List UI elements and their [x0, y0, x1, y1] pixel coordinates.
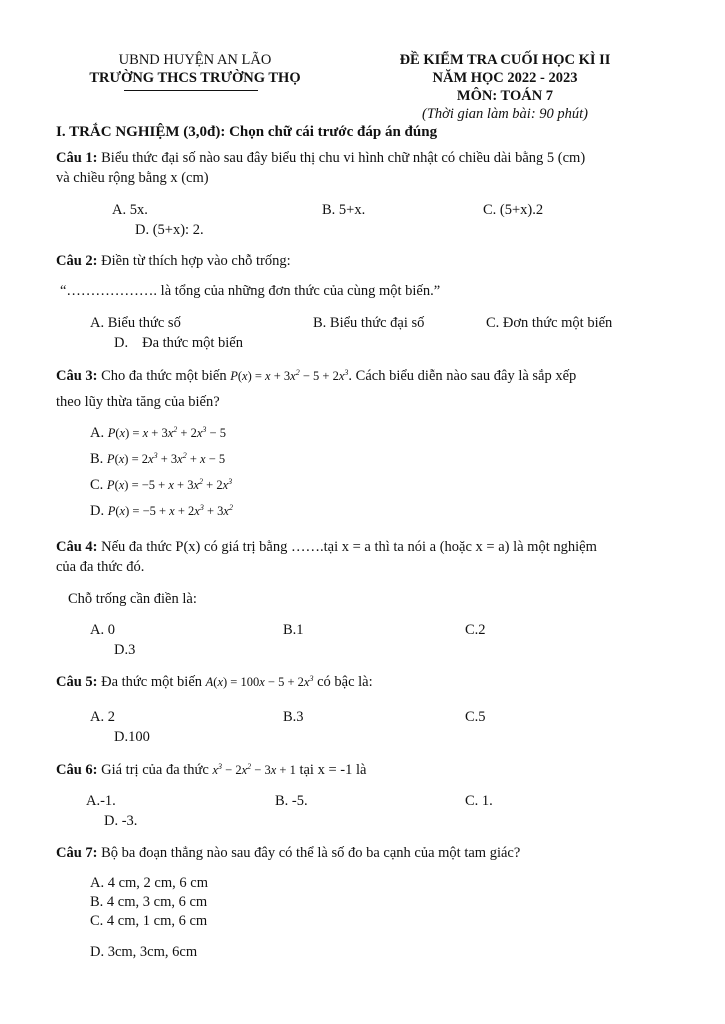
- q5-option-b[interactable]: B.3: [283, 709, 304, 725]
- q5-option-d[interactable]: D.100: [114, 729, 150, 745]
- q3-option-c[interactable]: [90, 477, 232, 494]
- q6-option-c[interactable]: C. 1.: [465, 793, 493, 809]
- q3-option-d-letter: D.: [90, 503, 105, 519]
- q6-option-b[interactable]: B. -5.: [275, 793, 308, 809]
- question-3-text-post: . Cách biểu diễn nào sau đây là sắp xếp: [348, 368, 577, 384]
- question-1-text: Biểu thức đại số nào sau đây biểu thị chu vi hình chữ nhật có chiều dài bằng 5 (cm): [97, 150, 586, 166]
- question-4-line3: Chỗ trống cần điền là:: [68, 591, 197, 607]
- q4-option-a[interactable]: A. 0: [90, 622, 115, 638]
- q1-option-d[interactable]: D. (5+x): 2.: [135, 222, 204, 238]
- school-year: NĂM HỌC 2022 - 2023: [432, 70, 578, 86]
- q2-option-d-text: Đa thức một biến: [142, 335, 243, 351]
- question-1-label: Câu 1:: [56, 150, 98, 166]
- q7-option-c[interactable]: C. 4 cm, 1 cm, 6 cm: [90, 913, 208, 929]
- question-4-line2: của đa thức đó.: [56, 559, 145, 575]
- q6-option-a[interactable]: A.-1.: [86, 793, 116, 809]
- q7-option-b[interactable]: B. 4 cm, 3 cm, 6 cm: [90, 894, 208, 910]
- q5-option-c[interactable]: C.5: [465, 709, 486, 725]
- q2-option-b[interactable]: B. Biểu thức đại số: [313, 315, 425, 331]
- question-6-text-post: tại x = -1 là: [295, 762, 367, 778]
- q7-option-a[interactable]: A. 4 cm, 2 cm, 6 cm: [90, 875, 208, 891]
- duration: (Thời gian làm bài: 90 phút): [421, 106, 589, 122]
- question-5-label: Câu 5:: [56, 674, 98, 690]
- question-2-line2: “………………. là tổng của những đơn thức của cùng một biến.”: [60, 283, 441, 299]
- exam-title: ĐỀ KIỂM TRA CUỐI HỌC KÌ II: [399, 52, 611, 68]
- question-5-line1: [56, 674, 373, 691]
- q7-option-d[interactable]: D. 3cm, 3cm, 6cm: [90, 944, 198, 960]
- question-6-line1: [56, 762, 366, 779]
- q2-option-d[interactable]: [114, 335, 243, 352]
- q6-polynomial: $x^3 - 2x^2 - 3x + 1$: [212, 762, 296, 777]
- q3-option-b-letter: B.: [90, 451, 104, 467]
- question-2-label: Câu 2:: [56, 253, 98, 269]
- q2-option-d-letter: D.: [114, 335, 129, 351]
- question-3-label: Câu 3:: [56, 368, 98, 384]
- q3-option-c-letter: C.: [90, 477, 104, 493]
- question-6-text-pre: Giá trị của đa thức: [97, 762, 213, 778]
- q5-option-a[interactable]: A. 2: [90, 709, 115, 725]
- question-1-line1: [56, 150, 585, 167]
- subject: MÔN: TOÁN 7: [456, 88, 554, 104]
- q5-polynomial: $A(x) = 100x - 5 + 2x^3$: [205, 674, 314, 689]
- q3-option-c-expr: $P(x) = -5 + x + 3x^2 + 2x^3$: [106, 477, 233, 492]
- q4-option-c[interactable]: C.2: [465, 622, 486, 638]
- question-7-label: Câu 7:: [56, 845, 98, 861]
- q3-polynomial: $P(x) = x + 3x^2 - 5 + 2x^3$: [230, 368, 349, 383]
- question-4-label: Câu 4:: [56, 539, 98, 555]
- q1-option-b[interactable]: B. 5+x.: [322, 202, 366, 218]
- q1-option-c[interactable]: C. (5+x).2: [483, 202, 544, 218]
- question-2-text: Điền từ thích hợp vào chỗ trống:: [97, 253, 291, 269]
- q4-option-d[interactable]: D.3: [114, 642, 136, 658]
- q2-option-a[interactable]: A. Biểu thức số: [90, 315, 181, 331]
- q3-option-a[interactable]: [90, 425, 226, 442]
- question-1-line2: và chiều rộng bằng x (cm): [56, 170, 209, 186]
- q3-option-d-expr: $P(x) = -5 + x + 2x^3 + 3x^2$: [107, 503, 233, 518]
- q3-option-a-expr: $P(x) = x + 3x^2 + 2x^3 - 5$: [107, 425, 226, 440]
- question-7-text: Bộ ba đoạn thẳng nào sau đây có thể là số đo ba cạnh của một tam giác?: [97, 845, 521, 861]
- question-4-line1: [56, 539, 597, 556]
- district-name: UBND HUYỆN AN LÃO: [118, 52, 272, 68]
- section-title: I. TRẮC NGHIỆM (3,0đ): Chọn chữ cái trước đáp án đúng: [56, 124, 438, 140]
- question-3-line1: [56, 368, 576, 385]
- school-name: TRƯỜNG THCS TRƯỜNG THỌ: [89, 70, 301, 86]
- q1-option-a[interactable]: A. 5x.: [112, 202, 148, 218]
- q3-option-b-expr: $P(x) = 2x^3 + 3x^2 + x - 5$: [106, 451, 226, 466]
- q4-option-b[interactable]: B.1: [283, 622, 304, 638]
- question-5-text-post: có bậc là:: [313, 674, 373, 690]
- q6-option-d[interactable]: D. -3.: [104, 813, 138, 829]
- question-7-line1: [56, 845, 520, 862]
- q2-option-c[interactable]: C. Đơn thức một biến: [486, 315, 613, 331]
- question-5-text-pre: Đa thức một biến: [97, 674, 206, 690]
- q3-option-b[interactable]: [90, 451, 225, 468]
- question-2-line1: [56, 253, 291, 270]
- question-6-label: Câu 6:: [56, 762, 98, 778]
- question-3-line2: theo lũy thừa tăng của biến?: [56, 394, 220, 410]
- header-underline: [124, 90, 258, 91]
- q3-option-d[interactable]: [90, 503, 233, 520]
- q3-option-a-letter: A.: [90, 425, 105, 441]
- question-3-text-pre: Cho đa thức một biến: [97, 368, 231, 384]
- question-4-text: Nếu đa thức P(x) có giá trị bằng …….tại x = a thì ta nói a (hoặc x = a) là một nghiệm: [97, 539, 597, 555]
